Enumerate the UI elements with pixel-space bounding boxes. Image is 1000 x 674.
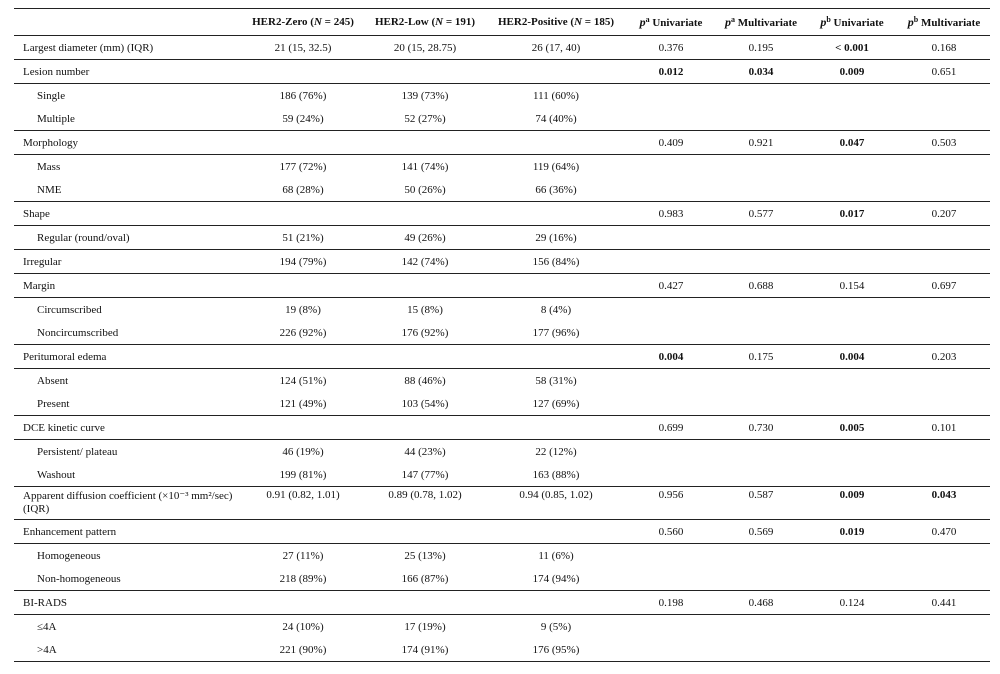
group-value-cell: 147 (77%) bbox=[401, 468, 449, 481]
p-value-cell: 0.004 bbox=[658, 350, 684, 363]
group-value-cell: 8 (4%) bbox=[540, 303, 572, 316]
p-value-cell: 0.587 bbox=[748, 489, 774, 501]
group-value-cell: 176 (92%) bbox=[401, 326, 449, 339]
p-value-cell bbox=[716, 392, 806, 416]
p-value-cell bbox=[898, 321, 990, 345]
group-value-cell bbox=[364, 202, 486, 226]
p-value-cell: 0.577 bbox=[748, 207, 774, 220]
p-value-cell bbox=[806, 567, 898, 591]
p-value-cell bbox=[716, 178, 806, 202]
group-value-cell: 59 (24%) bbox=[282, 112, 324, 125]
table-body bbox=[14, 36, 990, 662]
group-value-cell: 88 (46%) bbox=[404, 374, 446, 387]
p-superscript: a bbox=[730, 14, 735, 24]
p-value-cell bbox=[626, 250, 716, 274]
row-label: Multiple bbox=[37, 112, 75, 125]
p-value-cell bbox=[626, 298, 716, 322]
p-value-cell bbox=[716, 298, 806, 322]
p-value-cell: 0.047 bbox=[839, 136, 865, 149]
p-value-cell bbox=[806, 250, 898, 274]
p-value-cell: 0.983 bbox=[658, 207, 684, 220]
p-value-cell bbox=[898, 226, 990, 250]
group-value-cell bbox=[364, 591, 486, 615]
table-row bbox=[14, 345, 990, 369]
p-value-cell bbox=[716, 615, 806, 639]
group-value-cell: 0.91 (0.82, 1.01) bbox=[266, 489, 340, 501]
row-label: >4A bbox=[37, 643, 57, 656]
p-value-cell: 0.198 bbox=[658, 596, 684, 609]
header-her2-zero: HER2-Zero (N = 245) bbox=[252, 16, 354, 28]
p-value-cell: 0.468 bbox=[748, 596, 774, 609]
p-superscript: a bbox=[645, 14, 650, 24]
group-value-cell: 226 (92%) bbox=[279, 326, 327, 339]
p-value-cell: 0.019 bbox=[839, 525, 865, 538]
p-value-cell bbox=[626, 567, 716, 591]
p-value-cell bbox=[716, 226, 806, 250]
header-her2-low: HER2-Low (N = 191) bbox=[374, 16, 476, 28]
p-value-cell: 0.956 bbox=[658, 489, 684, 501]
table-row bbox=[14, 440, 990, 464]
p-value-cell: 0.651 bbox=[931, 65, 957, 78]
p-value-cell bbox=[898, 84, 990, 108]
n-value: 245 bbox=[333, 16, 351, 28]
header-pa-multivariate bbox=[716, 9, 806, 36]
group-value-cell bbox=[364, 60, 486, 84]
row-label: Homogeneous bbox=[37, 549, 101, 562]
p-value-cell: 0.409 bbox=[658, 136, 684, 149]
group-name: HER2-Low bbox=[374, 16, 429, 28]
p-value-cell: 0.017 bbox=[839, 207, 865, 220]
p-value-cell bbox=[898, 155, 990, 179]
row-label: Shape bbox=[23, 207, 50, 220]
group-value-cell: 50 (26%) bbox=[404, 183, 446, 196]
p-value-cell bbox=[626, 638, 716, 662]
group-name: HER2-Zero bbox=[252, 16, 308, 28]
n-value: 185 bbox=[593, 16, 611, 28]
group-value-cell bbox=[486, 591, 626, 615]
row-label: Present bbox=[37, 397, 70, 410]
group-value-cell: 20 (15, 28.75) bbox=[393, 41, 457, 54]
p-value-cell bbox=[716, 84, 806, 108]
p-value-cell: 0.560 bbox=[658, 525, 684, 538]
p-value-cell: 0.207 bbox=[931, 207, 957, 220]
group-value-cell: 199 (81%) bbox=[279, 468, 327, 481]
row-label: Lesion number bbox=[23, 65, 90, 78]
p-value-cell bbox=[806, 463, 898, 487]
table-row bbox=[14, 369, 990, 393]
group-value-cell: 121 (49%) bbox=[279, 397, 327, 410]
p-superscript: b bbox=[826, 14, 831, 24]
n-value: 191 bbox=[454, 16, 472, 28]
p-value-cell bbox=[806, 369, 898, 393]
n-label: N bbox=[313, 16, 322, 28]
table-row bbox=[14, 392, 990, 416]
p-value-cell bbox=[806, 107, 898, 131]
header-pb-multivariate bbox=[898, 9, 990, 36]
p-value-cell bbox=[716, 567, 806, 591]
group-value-cell: 19 (8%) bbox=[285, 303, 321, 316]
table-row bbox=[14, 60, 990, 84]
group-value-cell: 68 (28%) bbox=[282, 183, 324, 196]
group-value-cell: 139 (73%) bbox=[401, 89, 449, 102]
p-value-cell: 0.004 bbox=[839, 350, 865, 363]
group-value-cell: 74 (40%) bbox=[535, 112, 577, 125]
header-pb-univariate bbox=[806, 9, 898, 36]
row-label: Washout bbox=[37, 468, 76, 481]
p-value-cell bbox=[626, 84, 716, 108]
group-value-cell bbox=[364, 131, 486, 155]
p-value-cell bbox=[898, 463, 990, 487]
table-row bbox=[14, 36, 990, 60]
row-label: Morphology bbox=[23, 136, 78, 149]
group-value-cell: 46 (19%) bbox=[282, 445, 324, 458]
group-value-cell bbox=[364, 274, 486, 298]
header-characteristic bbox=[14, 9, 242, 36]
group-value-cell bbox=[364, 416, 486, 440]
table-row bbox=[14, 463, 990, 487]
p-value-cell: 0.101 bbox=[931, 421, 957, 434]
group-value-cell: 221 (90%) bbox=[279, 643, 327, 656]
group-value-cell: 186 (76%) bbox=[279, 89, 327, 102]
group-value-cell: 218 (89%) bbox=[279, 572, 327, 585]
group-value-cell: 9 (5%) bbox=[540, 620, 572, 633]
row-label: Persistent/ plateau bbox=[37, 445, 118, 458]
p-value-cell bbox=[898, 615, 990, 639]
n-label: N bbox=[435, 16, 444, 28]
p-value-cell bbox=[898, 638, 990, 662]
row-label: Irregular bbox=[23, 255, 62, 268]
table-row bbox=[14, 321, 990, 345]
table-row bbox=[14, 155, 990, 179]
p-value-cell bbox=[898, 298, 990, 322]
p-col-label: Univariate bbox=[652, 16, 703, 29]
header-her2-positive: HER2-Positive (N = 185) bbox=[498, 16, 614, 28]
table-row bbox=[14, 226, 990, 250]
p-value-cell: 0.569 bbox=[748, 525, 774, 538]
row-label: NME bbox=[37, 183, 62, 196]
group-value-cell: 194 (79%) bbox=[279, 255, 327, 268]
group-value-cell: 177 (96%) bbox=[532, 326, 580, 339]
group-value-cell: 0.94 (0.85, 1.02) bbox=[519, 489, 593, 501]
row-label: Peritumoral edema bbox=[23, 350, 107, 363]
p-letter: p bbox=[639, 14, 646, 29]
p-value-cell: 0.441 bbox=[931, 596, 957, 609]
group-value-cell bbox=[242, 591, 364, 615]
group-value-cell: 15 (8%) bbox=[407, 303, 443, 316]
p-letter: p bbox=[724, 14, 731, 29]
n-label: N bbox=[574, 16, 583, 28]
p-value-cell bbox=[806, 321, 898, 345]
row-label: Circumscribed bbox=[37, 303, 102, 316]
group-value-cell: 26 (17, 40) bbox=[531, 41, 581, 54]
group-value-cell: 142 (74%) bbox=[401, 255, 449, 268]
p-value-cell bbox=[716, 321, 806, 345]
p-value-cell bbox=[716, 369, 806, 393]
group-value-cell: 0.89 (0.78, 1.02) bbox=[388, 489, 462, 501]
table-row bbox=[14, 591, 990, 615]
p-value-cell bbox=[806, 298, 898, 322]
p-letter: p bbox=[907, 14, 914, 29]
group-value-cell: 25 (13%) bbox=[404, 549, 446, 562]
table-row bbox=[14, 520, 990, 544]
p-value-cell bbox=[626, 178, 716, 202]
p-value-cell: 0.124 bbox=[839, 596, 865, 609]
p-value-cell: 0.730 bbox=[748, 421, 774, 434]
her2-characteristics-table bbox=[14, 8, 990, 662]
p-value-cell: < 0.001 bbox=[835, 41, 869, 54]
table-row bbox=[14, 274, 990, 298]
group-value-cell: 29 (16%) bbox=[535, 231, 577, 244]
group-value-cell: 176 (95%) bbox=[532, 643, 580, 656]
row-label: Largest diameter (mm) (IQR) bbox=[23, 41, 154, 54]
group-value-cell: 156 (84%) bbox=[532, 255, 580, 268]
row-label: Single bbox=[37, 89, 66, 102]
group-value-cell: 52 (27%) bbox=[404, 112, 446, 125]
group-value-cell bbox=[242, 520, 364, 544]
p-value-cell bbox=[806, 638, 898, 662]
p-value-cell bbox=[806, 84, 898, 108]
p-value-cell bbox=[806, 544, 898, 568]
group-value-cell: 174 (94%) bbox=[532, 572, 580, 585]
p-value-cell: 0.203 bbox=[931, 350, 957, 363]
row-label: Enhancement pattern bbox=[23, 525, 117, 538]
p-value-cell bbox=[626, 107, 716, 131]
group-value-cell bbox=[242, 274, 364, 298]
p-value-cell: 0.688 bbox=[748, 279, 774, 292]
p-value-cell: 0.697 bbox=[931, 279, 957, 292]
group-value-cell: 21 (15, 32.5) bbox=[274, 41, 332, 54]
p-value-cell: 0.043 bbox=[931, 489, 957, 501]
group-value-cell bbox=[364, 520, 486, 544]
p-value-cell: 0.699 bbox=[658, 421, 684, 434]
group-value-cell: 49 (26%) bbox=[404, 231, 446, 244]
p-col-label: Multivariate bbox=[737, 16, 797, 29]
p-value-cell bbox=[806, 226, 898, 250]
table-row bbox=[14, 638, 990, 662]
group-name: HER2-Positive bbox=[498, 16, 568, 28]
p-value-cell: 0.195 bbox=[748, 41, 774, 54]
group-value-cell bbox=[242, 345, 364, 369]
p-value-cell bbox=[898, 369, 990, 393]
p-value-cell bbox=[806, 392, 898, 416]
group-value-cell: 103 (54%) bbox=[401, 397, 449, 410]
p-value-cell bbox=[898, 392, 990, 416]
row-label: Regular (round/oval) bbox=[37, 231, 130, 244]
group-value-cell bbox=[486, 416, 626, 440]
p-value-cell bbox=[898, 544, 990, 568]
group-value-cell: 177 (72%) bbox=[279, 160, 327, 173]
row-label: Mass bbox=[37, 160, 61, 173]
table-row bbox=[14, 416, 990, 440]
p-value-cell bbox=[806, 155, 898, 179]
row-label: Non-homogeneous bbox=[37, 572, 121, 585]
row-label: Absent bbox=[37, 374, 69, 387]
p-value-cell bbox=[898, 440, 990, 464]
p-value-cell bbox=[716, 638, 806, 662]
group-value-cell: 127 (69%) bbox=[532, 397, 580, 410]
p-value-cell bbox=[898, 107, 990, 131]
p-value-cell bbox=[626, 440, 716, 464]
p-value-cell bbox=[716, 440, 806, 464]
row-label: Apparent diffusion coefficient (×10⁻³ mm²/sec) (IQR) bbox=[23, 490, 233, 515]
table-row bbox=[14, 107, 990, 131]
p-value-cell bbox=[716, 155, 806, 179]
group-value-cell bbox=[486, 131, 626, 155]
p-value-cell bbox=[898, 178, 990, 202]
row-label: Noncircumscribed bbox=[37, 326, 119, 339]
p-value-cell bbox=[716, 463, 806, 487]
row-label: ≤4A bbox=[37, 620, 57, 633]
group-value-cell bbox=[242, 131, 364, 155]
p-value-cell bbox=[626, 615, 716, 639]
p-value-cell: 0.376 bbox=[658, 41, 684, 54]
p-superscript: b bbox=[913, 14, 919, 24]
p-value-cell: 0.427 bbox=[658, 279, 684, 292]
p-value-cell bbox=[626, 463, 716, 487]
p-value-cell: 0.175 bbox=[748, 350, 774, 363]
group-value-cell bbox=[242, 202, 364, 226]
header-row bbox=[14, 9, 990, 36]
group-value-cell: 124 (51%) bbox=[279, 374, 327, 387]
p-letter: p bbox=[820, 14, 827, 29]
header-pa-univariate bbox=[626, 9, 716, 36]
group-value-cell: 51 (21%) bbox=[282, 231, 324, 244]
p-value-cell bbox=[626, 321, 716, 345]
group-value-cell: 11 (6%) bbox=[538, 549, 574, 562]
group-value-cell: 44 (23%) bbox=[404, 445, 446, 458]
p-value-cell: 0.168 bbox=[931, 41, 957, 54]
p-value-cell bbox=[806, 440, 898, 464]
p-value-cell: 0.009 bbox=[839, 489, 865, 501]
p-value-cell: 0.470 bbox=[931, 525, 957, 538]
group-value-cell bbox=[486, 202, 626, 226]
table-row bbox=[14, 202, 990, 226]
p-value-cell bbox=[898, 567, 990, 591]
p-value-cell: 0.921 bbox=[748, 136, 774, 149]
group-value-cell: 66 (36%) bbox=[535, 183, 577, 196]
p-value-cell bbox=[626, 392, 716, 416]
group-value-cell bbox=[242, 60, 364, 84]
p-value-cell bbox=[626, 155, 716, 179]
p-value-cell bbox=[626, 544, 716, 568]
group-value-cell bbox=[364, 345, 486, 369]
group-value-cell bbox=[486, 274, 626, 298]
group-value-cell: 17 (19%) bbox=[404, 620, 446, 633]
row-label: BI-RADS bbox=[23, 596, 68, 609]
group-value-cell: 111 (60%) bbox=[533, 89, 579, 102]
group-value-cell: 22 (12%) bbox=[535, 445, 577, 458]
group-value-cell: 24 (10%) bbox=[282, 620, 324, 633]
row-label: DCE kinetic curve bbox=[23, 421, 105, 434]
group-value-cell: 141 (74%) bbox=[401, 160, 449, 173]
group-value-cell: 58 (31%) bbox=[535, 374, 577, 387]
p-value-cell bbox=[626, 226, 716, 250]
group-value-cell: 119 (64%) bbox=[532, 160, 580, 173]
table-row bbox=[14, 178, 990, 202]
table-row bbox=[14, 131, 990, 155]
table-row bbox=[14, 487, 990, 520]
group-value-cell bbox=[486, 345, 626, 369]
table-row bbox=[14, 567, 990, 591]
row-label: Margin bbox=[23, 279, 56, 292]
table-row bbox=[14, 544, 990, 568]
group-value-cell: 163 (88%) bbox=[532, 468, 580, 481]
p-value-cell: 0.034 bbox=[748, 65, 774, 78]
p-value-cell bbox=[806, 178, 898, 202]
p-value-cell bbox=[716, 544, 806, 568]
p-value-cell bbox=[898, 250, 990, 274]
group-value-cell: 27 (11%) bbox=[282, 549, 324, 562]
p-value-cell: 0.154 bbox=[839, 279, 865, 292]
p-value-cell: 0.005 bbox=[839, 421, 865, 434]
group-value-cell bbox=[242, 416, 364, 440]
group-value-cell bbox=[486, 520, 626, 544]
p-col-label: Univariate bbox=[833, 16, 884, 29]
table-row bbox=[14, 84, 990, 108]
table-row bbox=[14, 615, 990, 639]
p-value-cell bbox=[716, 107, 806, 131]
p-value-cell bbox=[806, 615, 898, 639]
group-value-cell: 174 (91%) bbox=[401, 643, 449, 656]
table-row bbox=[14, 298, 990, 322]
p-value-cell: 0.009 bbox=[839, 65, 865, 78]
p-col-label: Multivariate bbox=[920, 16, 981, 29]
group-value-cell: 166 (87%) bbox=[401, 572, 449, 585]
group-value-cell bbox=[486, 60, 626, 84]
p-value-cell bbox=[716, 250, 806, 274]
table-row bbox=[14, 250, 990, 274]
p-value-cell: 0.012 bbox=[658, 65, 684, 78]
p-value-cell: 0.503 bbox=[931, 136, 957, 149]
p-value-cell bbox=[626, 369, 716, 393]
